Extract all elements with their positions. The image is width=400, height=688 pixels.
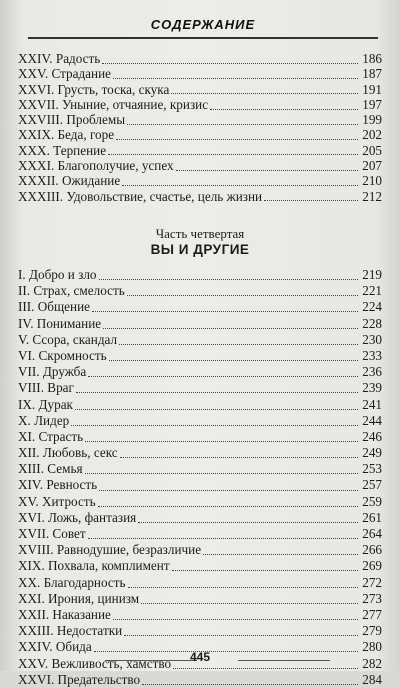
toc-entry-page: 277 <box>362 606 382 622</box>
toc-entry-title: XXX. Терпение <box>18 142 107 158</box>
dot-leader <box>71 422 358 426</box>
toc-entry <box>18 51 382 66</box>
dot-leader <box>75 406 358 410</box>
toc-entry <box>18 348 382 364</box>
toc-entry-page: 228 <box>362 315 382 331</box>
page-number: 445 <box>189 650 211 664</box>
dot-leader <box>76 389 358 393</box>
toc-entry-page: 233 <box>362 347 382 363</box>
footer-rule-right <box>238 660 330 661</box>
toc-entry-title: XXII. Наказание <box>18 606 111 622</box>
toc-entry <box>18 364 382 380</box>
toc-entry-title: XXVI. Грусть, тоска, скука <box>18 81 170 97</box>
dot-leader <box>88 535 358 539</box>
header-rule <box>28 37 378 39</box>
toc-entry-page: 272 <box>362 574 382 590</box>
toc-entry <box>18 380 382 396</box>
dot-leader <box>176 167 358 171</box>
toc-entry-title: X. Лидер <box>18 412 70 428</box>
toc-entry-title: XXVIII. Проблемы <box>18 112 126 128</box>
toc-entry-page: 187 <box>362 66 382 82</box>
dot-leader <box>138 519 358 523</box>
dot-leader <box>103 325 358 329</box>
toc-entry <box>18 494 382 510</box>
toc-entry <box>18 127 382 142</box>
toc-entry-title: XXVII. Уныние, отчаяние, кризис <box>18 96 209 112</box>
toc-entry-title: XIII. Семья <box>18 461 83 477</box>
toc-entry-page: 186 <box>362 51 382 66</box>
dot-leader <box>85 438 358 442</box>
dot-leader <box>102 60 358 64</box>
dot-leader <box>127 121 358 125</box>
toc-entry-title: II. Страх, смелость <box>18 283 125 299</box>
toc-entry-page: 224 <box>362 299 382 315</box>
toc-entry-title: XIV. Ревность <box>18 477 98 493</box>
toc-entry-page: 259 <box>362 493 382 509</box>
toc-entry <box>18 591 382 607</box>
dot-leader <box>173 665 358 669</box>
dot-leader <box>172 567 358 571</box>
dot-leader <box>210 106 358 110</box>
toc-entry-page: 266 <box>362 542 382 558</box>
toc-entry-title: XVI. Ложь, фантазия <box>18 509 137 525</box>
toc-entry-title: XXIII. Недостатки <box>18 623 123 639</box>
toc-entry-page: 207 <box>362 158 382 174</box>
dot-leader <box>92 308 358 312</box>
toc-entry-page: 197 <box>362 96 382 112</box>
toc-entry-page: 212 <box>362 188 382 204</box>
toc-entry-title: I. Добро и зло <box>18 267 97 282</box>
dot-leader <box>122 182 358 186</box>
toc-entry-title: XVII. Совет <box>18 526 86 541</box>
dot-leader <box>127 292 358 296</box>
toc-entry-page: 257 <box>362 477 382 493</box>
toc-entry <box>18 461 382 477</box>
toc-entry-page: 210 <box>362 173 382 189</box>
toc-entry <box>18 413 382 429</box>
toc-entry-title: XX. Благодарность <box>18 574 126 590</box>
toc-entry-title: XXV. Страдание <box>18 66 111 82</box>
toc-entry-page: 230 <box>362 331 382 347</box>
toc-entry-page: 264 <box>362 526 382 541</box>
page-header: СОДЕРЖАНИЕ <box>150 17 256 32</box>
toc-entry <box>18 143 382 158</box>
toc-entry <box>18 189 382 204</box>
toc-entry-page: 239 <box>362 380 382 396</box>
toc-entry <box>18 542 382 558</box>
toc-entry-page: 273 <box>362 590 382 606</box>
dot-leader <box>113 616 358 620</box>
part-label: Часть четвертая <box>155 226 245 241</box>
toc-entry-page: 191 <box>362 81 382 97</box>
toc-entry-page: 199 <box>362 112 382 128</box>
toc-entry-title: IV. Понимание <box>18 315 102 331</box>
toc-entry <box>18 299 382 315</box>
toc-entry-page: 221 <box>362 283 382 299</box>
dot-leader <box>119 341 358 345</box>
toc-entry-page: 249 <box>362 445 382 461</box>
toc-entry <box>18 267 382 283</box>
toc-entry-page: 279 <box>362 623 382 639</box>
dot-leader <box>85 470 358 474</box>
dot-leader <box>203 551 358 555</box>
toc-list-top <box>18 51 382 204</box>
toc-entry <box>18 526 382 542</box>
toc-entry-page: 246 <box>362 428 382 444</box>
toc-entry <box>18 623 382 639</box>
toc-entry-page: 205 <box>362 142 382 158</box>
toc-entry-title: XXIX. Беда, горе <box>18 127 115 143</box>
toc-entry-title: XXXII. Ожидание <box>18 173 121 189</box>
dot-leader <box>88 373 358 377</box>
dot-leader <box>98 503 358 507</box>
toc-entry <box>18 173 382 188</box>
part-title: ВЫ И ДРУГИЕ <box>150 242 250 257</box>
dot-leader <box>264 197 358 201</box>
toc-entry <box>18 66 382 81</box>
toc-entry-title: VII. Дружба <box>18 364 87 380</box>
toc-entry-title: XXIV. Радость <box>18 51 101 66</box>
toc-entry-page: 280 <box>362 639 382 655</box>
toc-entry-title: III. Общение <box>18 299 90 315</box>
toc-entry-title: VI. Скромность <box>18 347 107 363</box>
dot-leader <box>141 600 358 604</box>
dot-leader <box>109 357 358 361</box>
toc-entry <box>18 112 382 127</box>
toc-entry <box>18 283 382 299</box>
toc-entry-page: 236 <box>362 364 382 380</box>
dot-leader <box>120 454 358 458</box>
toc-entry-page: 282 <box>362 655 382 671</box>
toc-list-bottom <box>18 267 382 688</box>
dot-leader <box>116 136 358 140</box>
toc-entry <box>18 477 382 493</box>
toc-entry-title: XXIV. Обида <box>18 639 92 655</box>
toc-entry <box>18 607 382 623</box>
toc-entry-title: XI. Страсть <box>18 428 84 444</box>
dot-leader <box>124 632 358 636</box>
toc-entry-title: VIII. Враг <box>18 380 74 396</box>
toc-entry-title: IX. Дурак <box>18 396 73 412</box>
toc-entry-title: XIX. Похвала, комплимент <box>18 558 170 574</box>
toc-entry-page: 269 <box>362 558 382 574</box>
toc-entry-title: V. Ссора, скандал <box>18 331 118 347</box>
toc-entry-title: XXI. Ирония, цинизм <box>18 590 140 606</box>
toc-entry-title: XVIII. Равнодушие, безразличие <box>18 542 202 558</box>
toc-entry-page: 241 <box>362 396 382 412</box>
dot-leader <box>128 584 358 588</box>
toc-entry-page: 253 <box>362 461 382 477</box>
toc-entry <box>18 445 382 461</box>
dot-leader <box>171 90 358 94</box>
toc-entry <box>18 510 382 526</box>
toc-entry-title: XXV. Вежливость, хамство <box>18 655 172 671</box>
toc-entry-page: 202 <box>362 127 382 143</box>
dot-leader <box>108 151 358 155</box>
dot-leader <box>113 75 358 79</box>
dot-leader <box>142 681 358 685</box>
dot-leader <box>99 276 358 280</box>
toc-entry-title: XII. Любовь, секс <box>18 445 118 461</box>
toc-entry <box>18 158 382 173</box>
toc-entry-page: 261 <box>362 509 382 525</box>
toc-entry <box>18 332 382 348</box>
toc-entry <box>18 397 382 413</box>
toc-entry-title: XXXI. Благополучие, успех <box>18 158 174 174</box>
toc-entry <box>18 82 382 97</box>
toc-entry-title: XXXIII. Удовольствие, счастье, цель жизни <box>18 188 263 204</box>
toc-entry <box>18 558 382 574</box>
toc-entry-page: 284 <box>362 671 382 687</box>
toc-entry <box>18 575 382 591</box>
toc-entry <box>18 429 382 445</box>
toc-entry <box>18 316 382 332</box>
toc-entry <box>18 672 382 688</box>
dot-leader <box>99 487 358 491</box>
toc-entry-page: 244 <box>362 412 382 428</box>
toc-entry-title: XV. Хитрость <box>18 493 96 509</box>
toc-entry-title: XXVI. Предательство <box>18 671 141 687</box>
toc-entry-page: 219 <box>362 267 382 282</box>
toc-entry <box>18 97 382 112</box>
